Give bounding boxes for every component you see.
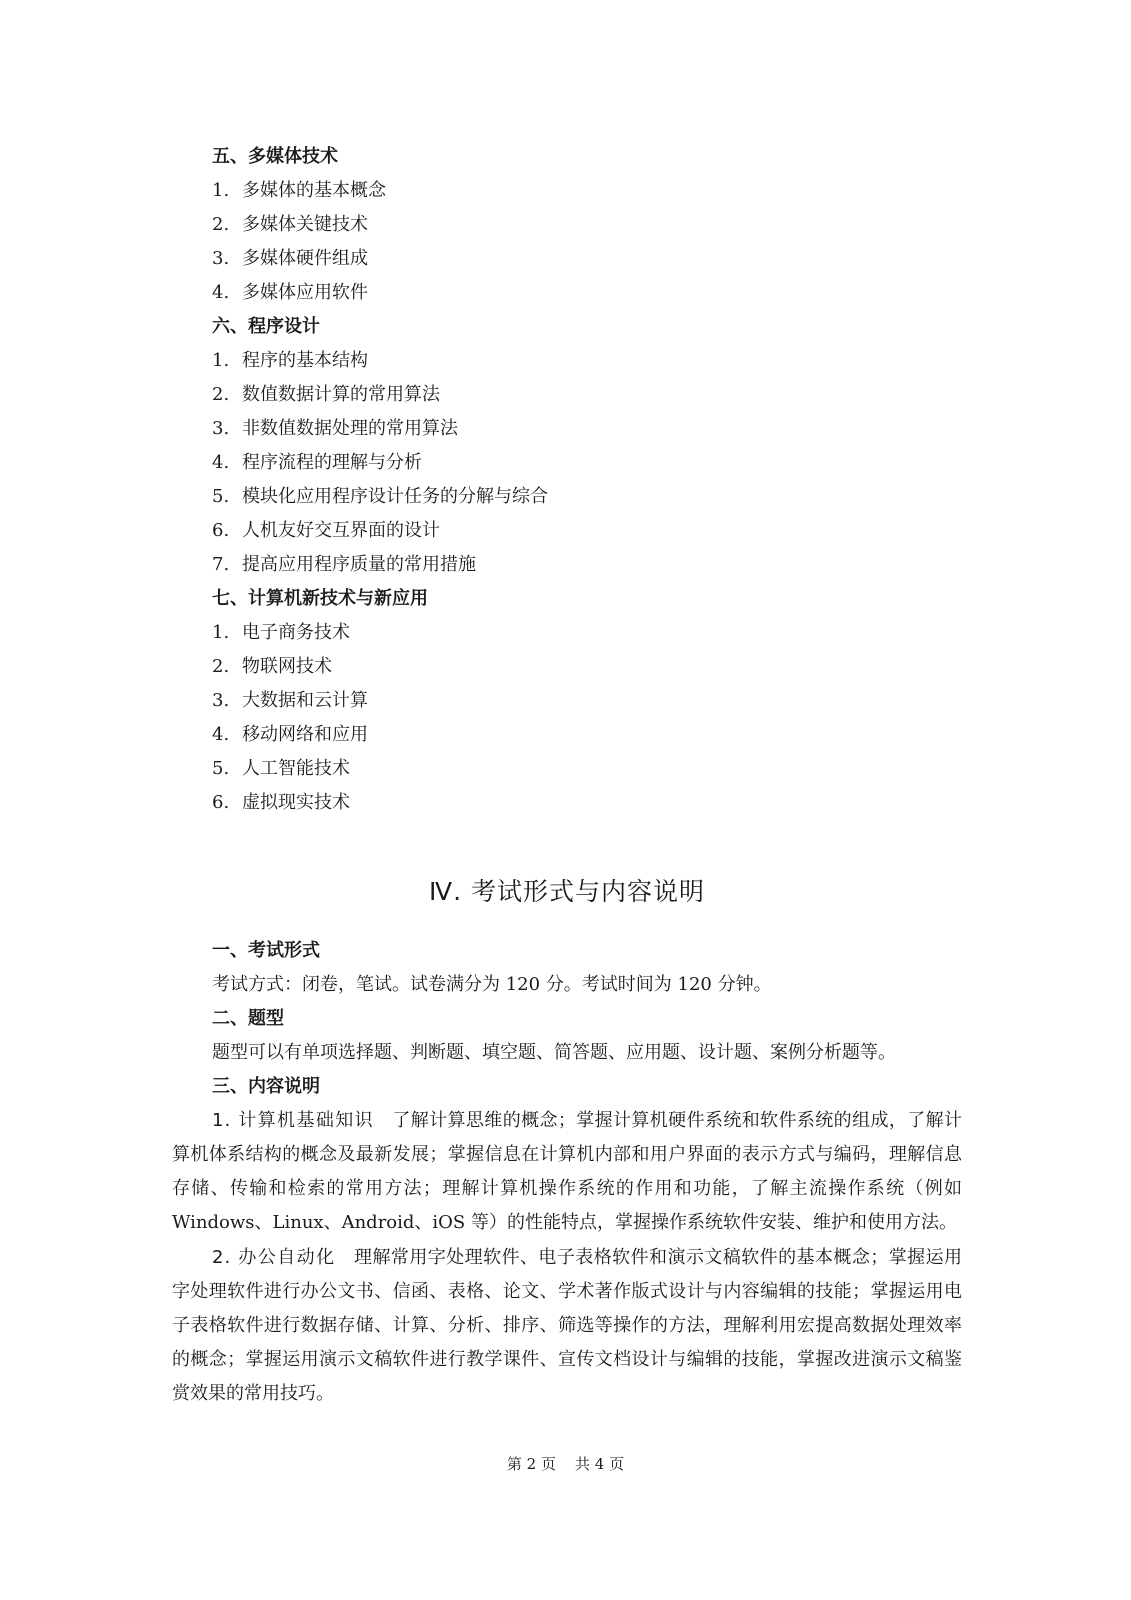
list-item	[172, 242, 962, 276]
item-number: 2.	[212, 656, 230, 677]
section-heading-multimedia: 五、多媒体技术	[212, 146, 338, 167]
item-text: 电子商务技术	[242, 622, 350, 643]
item-text: 提高应用程序质量的常用措施	[242, 554, 476, 575]
item-number: 5.	[212, 758, 230, 779]
page-footer: 第 2 页 共 4 页	[506, 1455, 625, 1473]
item-text: 人工智能技术	[242, 758, 350, 779]
exam-form-text: 考试方式：闭卷，笔试。试卷满分为 120 分。考试时间为 120 分钟。	[212, 974, 772, 995]
item-number: 1.	[212, 622, 230, 643]
paragraph-office-automation	[172, 1241, 962, 1411]
item-number: 1.	[212, 350, 230, 371]
item-text: 多媒体应用软件	[242, 282, 368, 303]
item-text: 程序的基本结构	[242, 350, 368, 371]
list-item	[172, 344, 962, 378]
item-number: 7.	[212, 554, 230, 575]
list-item	[172, 480, 962, 514]
item-text: 多媒体的基本概念	[242, 180, 386, 201]
item-text: 大数据和云计算	[242, 690, 368, 711]
item-number: 3.	[212, 418, 230, 439]
item-number: 4.	[212, 452, 230, 473]
item-text: 程序流程的理解与分析	[242, 452, 422, 473]
section-heading-exam-form: 一、考试形式	[212, 940, 320, 961]
list-item	[172, 684, 962, 718]
item-text: 多媒体硬件组成	[242, 248, 368, 269]
section-heading-programming: 六、程序设计	[212, 316, 320, 337]
chapter-title: Ⅳ. 考试形式与内容说明	[429, 877, 705, 906]
item-number: 2.	[212, 214, 230, 235]
section-heading-content-notes: 三、内容说明	[212, 1076, 320, 1097]
item-number: 4.	[212, 282, 230, 303]
section-heading-question-types: 二、题型	[212, 1008, 284, 1029]
item-number: 1.	[212, 180, 230, 201]
list-item	[172, 514, 962, 548]
item-number: 6.	[212, 520, 230, 541]
list-item	[172, 276, 962, 310]
list-item	[172, 752, 962, 786]
list-item	[172, 208, 962, 242]
item-number: 2.	[212, 384, 230, 405]
paragraph-lead: 2. 办公自动化	[212, 1247, 336, 1268]
item-text: 非数值数据处理的常用算法	[242, 418, 458, 439]
item-text: 虚拟现实技术	[242, 792, 350, 813]
list-item	[172, 786, 962, 820]
section-heading-new-tech: 七、计算机新技术与新应用	[212, 588, 428, 609]
item-number: 6.	[212, 792, 230, 813]
list-item	[172, 548, 962, 582]
item-text: 移动网络和应用	[242, 724, 368, 745]
page-content	[172, 140, 962, 1412]
item-number: 5.	[212, 486, 230, 507]
item-text: 模块化应用程序设计任务的分解与综合	[242, 486, 548, 507]
paragraph-body: 了解计算思维的概念；掌握计算机硬件系统和软件系统的组成，了解计算机体系结构的概念及最新发展；掌握信息在计算机内部和用户界面的表示方式与编码，理解信息存储、传输和检索的常用方法；理解计算机操作系统的作用和功能，了解主流操作系统（例如 Windows、Linux、Android、iOS 等）的性能特点，掌握操作系统软件安装、维护和使用方法。	[172, 1110, 963, 1233]
list-item	[172, 174, 962, 208]
item-text: 物联网技术	[242, 656, 332, 677]
paragraph-computer-basics	[172, 1104, 962, 1240]
question-types-text: 题型可以有单项选择题、判断题、填空题、简答题、应用题、设计题、案例分析题等。	[212, 1042, 896, 1063]
list-item	[172, 412, 962, 446]
item-text: 数值数据计算的常用算法	[242, 384, 440, 405]
item-number: 4.	[212, 724, 230, 745]
paragraph-lead: 1. 计算机基础知识	[212, 1110, 375, 1131]
list-item	[172, 650, 962, 684]
item-text: 多媒体关键技术	[242, 214, 368, 235]
item-text: 人机友好交互界面的设计	[242, 520, 440, 541]
paragraph-body: 理解常用字处理软件、电子表格软件和演示文稿软件的基本概念；掌握运用字处理软件进行办公文书、信函、表格、论文、学术著作版式设计与内容编辑的技能；掌握运用电子表格软件进行数据存储、计算、分析、排序、筛选等操作的方法，理解利用宏提高数据处理效率的概念；掌握运用演示文稿软件进行教学课件、宣传文档设计与编辑的技能，掌握改进演示文稿鉴赏效果的常用技巧。	[172, 1247, 962, 1404]
list-item	[172, 446, 962, 480]
list-item	[172, 378, 962, 412]
item-number: 3.	[212, 690, 230, 711]
item-number: 3.	[212, 248, 230, 269]
list-item	[172, 616, 962, 650]
list-item	[172, 718, 962, 752]
